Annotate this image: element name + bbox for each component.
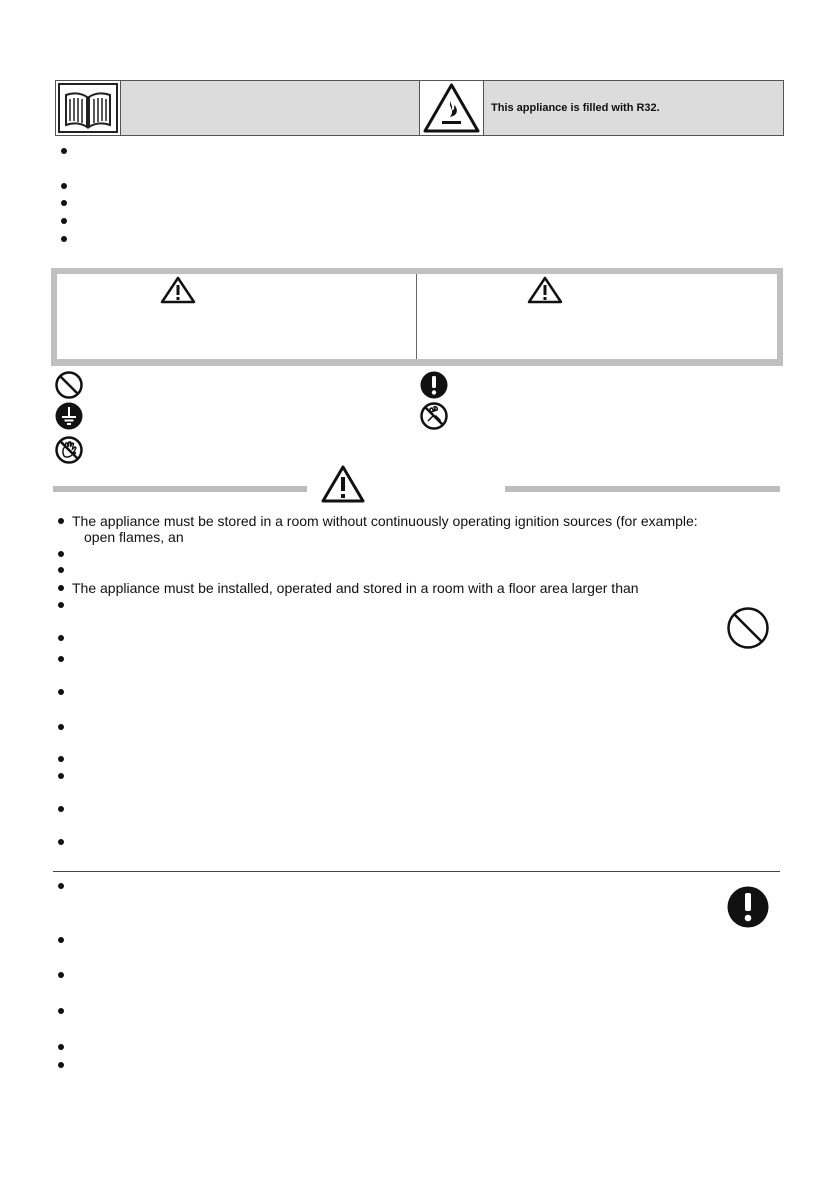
list-item: [58, 806, 64, 812]
section-separator: [53, 871, 780, 872]
prohibition-icon: [725, 605, 771, 651]
warning-caution-divider: [416, 274, 417, 359]
list-item: [61, 183, 67, 189]
warning-triangle-icon: [160, 276, 196, 304]
no-disassembly-icon: [419, 401, 449, 431]
legend-item-ground: [54, 401, 84, 431]
list-item: [58, 839, 64, 845]
list-item: [58, 773, 64, 779]
no-wet-hands-icon: [54, 435, 84, 465]
list-item: [58, 937, 64, 943]
flammable-cell: [420, 81, 484, 135]
list-item: [61, 148, 67, 154]
warning-triangle-icon: [321, 465, 365, 503]
prohibited-actions-marker: [725, 605, 771, 651]
list-item: [58, 656, 64, 662]
list-item: [58, 585, 64, 591]
warning-item-text: open flames, an: [84, 529, 184, 545]
list-item: [58, 635, 64, 641]
list-item: [58, 518, 64, 524]
list-item: [58, 756, 64, 762]
caution-panel: [527, 276, 563, 304]
list-item: [58, 1062, 64, 1068]
list-item: [61, 200, 67, 206]
warning-item-text: The appliance must be installed, operated and stored in a room with a floor area larger than: [72, 580, 639, 596]
list-item: [61, 236, 67, 242]
list-item: [58, 724, 64, 730]
mandatory-action-icon: [726, 885, 770, 929]
manual-book-icon: [56, 81, 120, 135]
warning-item-text: The appliance must be stored in a room without continuously operating ignition sources (for example:: [72, 513, 698, 529]
manual-note: [121, 81, 420, 135]
list-item: [58, 602, 64, 608]
refrigerant-note: [484, 81, 783, 135]
section-divider-left: [53, 486, 307, 492]
warning-panel: [160, 276, 196, 304]
ground-connection-icon: [54, 401, 84, 431]
mandatory-action-icon: [419, 370, 449, 400]
warning-section-header: [321, 465, 365, 503]
legend-item-prohibition: [54, 370, 84, 400]
list-item: [58, 567, 64, 573]
section-divider-right: [505, 486, 780, 492]
legend-item-no-wet-hands: [54, 435, 84, 465]
list-item: [58, 551, 64, 557]
list-item: [58, 972, 64, 978]
list-item: [58, 689, 64, 695]
flammable-warning-icon: [420, 81, 483, 135]
mandatory-actions-marker: [726, 885, 770, 929]
list-item: [58, 1044, 64, 1050]
manual-cell: [56, 81, 121, 135]
caution-triangle-icon: [527, 276, 563, 304]
list-item: [58, 1008, 64, 1014]
legend-item-mandatory: [419, 370, 449, 400]
refrigerant-info-header: [55, 80, 784, 136]
list-item: [61, 218, 67, 224]
list-item: [58, 883, 64, 889]
legend-item-no-disassembly: [419, 401, 449, 431]
prohibition-icon: [54, 370, 84, 400]
refrigerant-note-text: This appliance is filled with R32.: [491, 102, 660, 114]
